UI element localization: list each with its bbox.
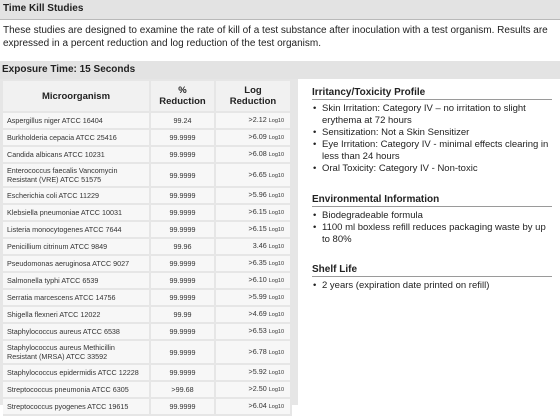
cell-percent-reduction: 99.24 <box>151 113 216 130</box>
intro-paragraph: These studies are designed to examine the rate of kill of a test substance after inoculation with a test organism. Results are expressed in a percent reduction and log reduction of the test organism. <box>3 25 548 49</box>
cell-organism: Candida albicans ATCC 10231 <box>3 147 151 164</box>
table-row <box>3 164 292 188</box>
header-percent-top: % <box>178 85 187 96</box>
table-row <box>3 113 292 130</box>
log-value: >6.10 <box>248 275 267 284</box>
cell-percent-reduction: 99.96 <box>151 239 216 256</box>
cell-percent-reduction: 99.9999 <box>151 130 216 147</box>
table-row <box>3 341 292 365</box>
list-item: • Sensitization: Not a Skin Sensitizer <box>322 127 552 139</box>
cell-log-reduction <box>216 222 292 239</box>
environmental-section <box>312 194 552 246</box>
log-unit: Log10 <box>268 261 284 267</box>
cell-organism: Aspergillus niger ATCC 16404 <box>3 113 151 130</box>
log-value: >4.69 <box>248 309 267 318</box>
log-value: >6.53 <box>248 326 267 335</box>
cell-log-reduction <box>216 113 292 130</box>
log-unit: Log10 <box>268 349 284 356</box>
log-value: >6.65 <box>248 169 267 179</box>
log-unit: Log10 <box>268 312 284 318</box>
cell-log-reduction <box>216 164 292 188</box>
log-unit: Log10 <box>268 118 284 124</box>
shelf-life-heading: Shelf Life <box>312 264 552 277</box>
header-percent-bottom: Reduction <box>159 96 206 107</box>
cell-log-reduction <box>216 341 292 365</box>
log-unit: Log10 <box>268 193 284 199</box>
cell-organism: Staphylococcus aureus Methicillin Resistant (MRSA) ATCC 33592 <box>3 341 151 365</box>
exposure-bar <box>0 61 560 79</box>
log-value: >6.09 <box>248 132 267 141</box>
cell-log-reduction <box>216 188 292 205</box>
list-item: • 1100 ml boxless refill reduces packaging waste by up to 80% <box>322 222 552 246</box>
cell-log-reduction <box>216 382 292 399</box>
table-row <box>3 382 292 399</box>
log-unit: Log10 <box>268 295 284 301</box>
cell-log-reduction <box>216 147 292 164</box>
cell-organism: Enterococcus faecalis Vancomycin Resistant (VRE) ATCC 51575 <box>3 164 151 188</box>
log-value: >6.15 <box>248 207 267 216</box>
table-row <box>3 290 292 307</box>
list-item: • Biodegradeable formula <box>322 210 552 222</box>
log-value: >6.08 <box>248 149 267 158</box>
header-percent-reduction <box>151 81 216 113</box>
log-unit: Log10 <box>268 370 284 376</box>
log-value: >2.50 <box>248 384 267 393</box>
cell-organism: Klebsiella pneumoniae ATCC 10031 <box>3 205 151 222</box>
table-row <box>3 188 292 205</box>
cell-organism: Listeria monocytogenes ATCC 7644 <box>3 222 151 239</box>
log-value: >6.15 <box>248 224 267 233</box>
table-header-row <box>3 81 292 113</box>
cell-organism: Streptococcus pyogenes ATCC 19615 <box>3 399 151 416</box>
results-panel <box>0 79 298 411</box>
cell-log-reduction <box>216 239 292 256</box>
table-row <box>3 147 292 164</box>
header-microorganism <box>3 81 151 113</box>
cell-percent-reduction: 99.9999 <box>151 164 216 188</box>
cell-percent-reduction: >99.68 <box>151 382 216 399</box>
table-row <box>3 239 292 256</box>
header-microorganism-label: Microorganism <box>41 90 111 102</box>
list-item: • Eye Irritation: Category IV - minimal effects clearing in less than 24 hours <box>322 139 552 163</box>
log-unit: Log10 <box>268 244 284 250</box>
header-log-top: Log <box>244 85 262 96</box>
cell-organism: Staphylococcus epidermidis ATCC 12228 <box>3 365 151 382</box>
cell-log-reduction <box>216 130 292 147</box>
cell-percent-reduction: 99.9999 <box>151 147 216 164</box>
cell-organism: Escherichia coli ATCC 11229 <box>3 188 151 205</box>
environmental-heading: Environmental Information <box>312 194 552 207</box>
cell-organism: Staphylococcus aureus ATCC 6538 <box>3 324 151 341</box>
log-unit: Log10 <box>268 210 284 216</box>
log-unit: Log10 <box>268 278 284 284</box>
log-unit: Log10 <box>268 404 284 410</box>
cell-log-reduction <box>216 205 292 222</box>
cell-log-reduction <box>216 324 292 341</box>
cell-organism: Penicillium citrinum ATCC 9849 <box>3 239 151 256</box>
log-value: >6.04 <box>248 401 267 410</box>
list-item: • 2 years (expiration date printed on refill) <box>322 280 552 292</box>
log-unit: Log10 <box>268 172 284 179</box>
cell-log-reduction <box>216 307 292 324</box>
cell-percent-reduction: 99.9999 <box>151 188 216 205</box>
log-value: >5.99 <box>248 292 267 301</box>
cell-organism: Pseudomonas aeruginosa ATCC 9027 <box>3 256 151 273</box>
header-log-reduction <box>216 81 292 113</box>
cell-percent-reduction: 99.9999 <box>151 290 216 307</box>
page-title: Time Kill Studies <box>3 3 84 14</box>
cell-log-reduction <box>216 256 292 273</box>
cell-organism: Salmonella typhi ATCC 6539 <box>3 273 151 290</box>
list-item: • Oral Toxicity: Category IV - Non-toxic <box>322 163 552 175</box>
cell-percent-reduction: 99.9999 <box>151 324 216 341</box>
cell-organism: Burkholderia cepacia ATCC 25416 <box>3 130 151 147</box>
table-row <box>3 222 292 239</box>
table-row <box>3 273 292 290</box>
header-log-bottom: Reduction <box>229 96 277 107</box>
cell-percent-reduction: 99.9999 <box>151 205 216 222</box>
log-unit: Log10 <box>268 329 284 335</box>
cell-percent-reduction: 99.99 <box>151 307 216 324</box>
cell-log-reduction <box>216 365 292 382</box>
cell-percent-reduction: 99.9999 <box>151 341 216 365</box>
log-unit: Log10 <box>268 135 284 141</box>
log-value: >6.78 <box>248 346 267 356</box>
cell-log-reduction <box>216 399 292 416</box>
log-unit: Log10 <box>268 152 284 158</box>
cell-log-reduction <box>216 290 292 307</box>
table-row <box>3 324 292 341</box>
shelf-life-section <box>312 264 552 292</box>
table-row <box>3 256 292 273</box>
log-value: 3.46 <box>252 241 267 250</box>
table-row <box>3 130 292 147</box>
log-value: >5.92 <box>248 367 267 376</box>
log-value: >6.35 <box>248 258 267 267</box>
info-panel <box>298 79 560 405</box>
log-value: >5.96 <box>248 190 267 199</box>
irritancy-list <box>312 103 552 175</box>
environmental-list <box>312 210 552 246</box>
irritancy-heading: Irritancy/Toxicity Profile <box>312 87 552 100</box>
table-row <box>3 365 292 382</box>
table-row <box>3 307 292 324</box>
cell-percent-reduction: 99.9999 <box>151 399 216 416</box>
cell-organism: Serratia marcescens ATCC 14756 <box>3 290 151 307</box>
cell-percent-reduction: 99.9999 <box>151 222 216 239</box>
table-row <box>3 205 292 222</box>
log-unit: Log10 <box>268 227 284 233</box>
results-table <box>3 81 292 416</box>
cell-organism: Streptococcus pneumonia ATCC 6305 <box>3 382 151 399</box>
cell-percent-reduction: 99.9999 <box>151 273 216 290</box>
table-row <box>3 399 292 416</box>
title-bar <box>0 0 560 20</box>
cell-log-reduction <box>216 273 292 290</box>
cell-percent-reduction: 99.9999 <box>151 256 216 273</box>
cell-percent-reduction: 99.9999 <box>151 365 216 382</box>
list-item: • Skin Irritation: Category IV – no irritation to slight erythema at 72 hours <box>322 103 552 127</box>
log-value: >2.12 <box>248 115 267 124</box>
table-body <box>3 113 292 416</box>
irritancy-section <box>312 87 552 175</box>
cell-organism: Shigella flexneri ATCC 12022 <box>3 307 151 324</box>
shelf-life-list <box>312 280 552 292</box>
log-unit: Log10 <box>268 387 284 393</box>
exposure-label: Exposure Time: 15 Seconds <box>2 64 136 75</box>
